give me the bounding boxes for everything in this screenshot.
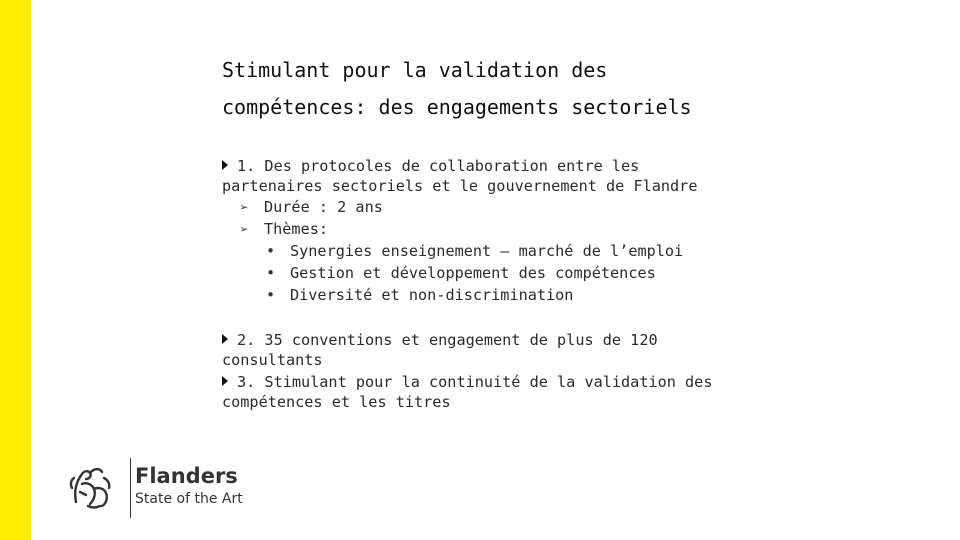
item-2-line-2: consultants <box>222 351 323 369</box>
logo-divider <box>130 458 131 518</box>
flemish-lion-icon <box>66 462 116 512</box>
theme-item: • Gestion et développement des compétences <box>266 264 656 282</box>
flanders-logo <box>66 458 286 522</box>
arrow-bullet-icon: ➢ <box>240 222 249 238</box>
item-3-line-1: 3. Stimulant pour la continuité de la validation des <box>222 372 922 392</box>
slide-title <box>222 52 922 126</box>
theme-item: • Synergies enseignement – marché de l’emploi <box>266 242 684 260</box>
slide-title-line-1: Stimulant pour la validation des <box>222 58 608 82</box>
arrow-bullet-icon: ➢ <box>240 200 249 216</box>
logo-name: Flanders <box>135 464 238 488</box>
dot-bullet-icon: • <box>266 264 276 282</box>
slide-title-line-2: compétences: des engagements sectoriels <box>222 95 692 119</box>
triangle-bullet-icon <box>222 160 228 170</box>
dot-bullet-icon: • <box>266 286 276 304</box>
item-3-line-2: compétences et les titres <box>222 393 451 411</box>
logo-tagline: State of the Art <box>135 491 243 507</box>
item-1-line-2: partenaires sectoriels et le gouvernement de Flandre <box>222 177 698 195</box>
sub-item-themes: ➢ Thèmes: <box>222 218 922 240</box>
item-2-line-1: 2. 35 conventions et engagement de plus de 120 <box>222 330 922 350</box>
triangle-bullet-icon <box>222 334 228 344</box>
theme-item: • Diversité et non-discrimination <box>266 286 574 304</box>
dot-bullet-icon: • <box>266 242 276 260</box>
item-1-line-1: 1. Des protocoles de collaboration entre les <box>222 156 922 176</box>
yellow-accent-bar <box>0 0 31 540</box>
sub-item-duration: ➢ Durée : 2 ans <box>222 196 922 218</box>
triangle-bullet-icon <box>222 376 228 386</box>
slide-body <box>222 156 922 412</box>
